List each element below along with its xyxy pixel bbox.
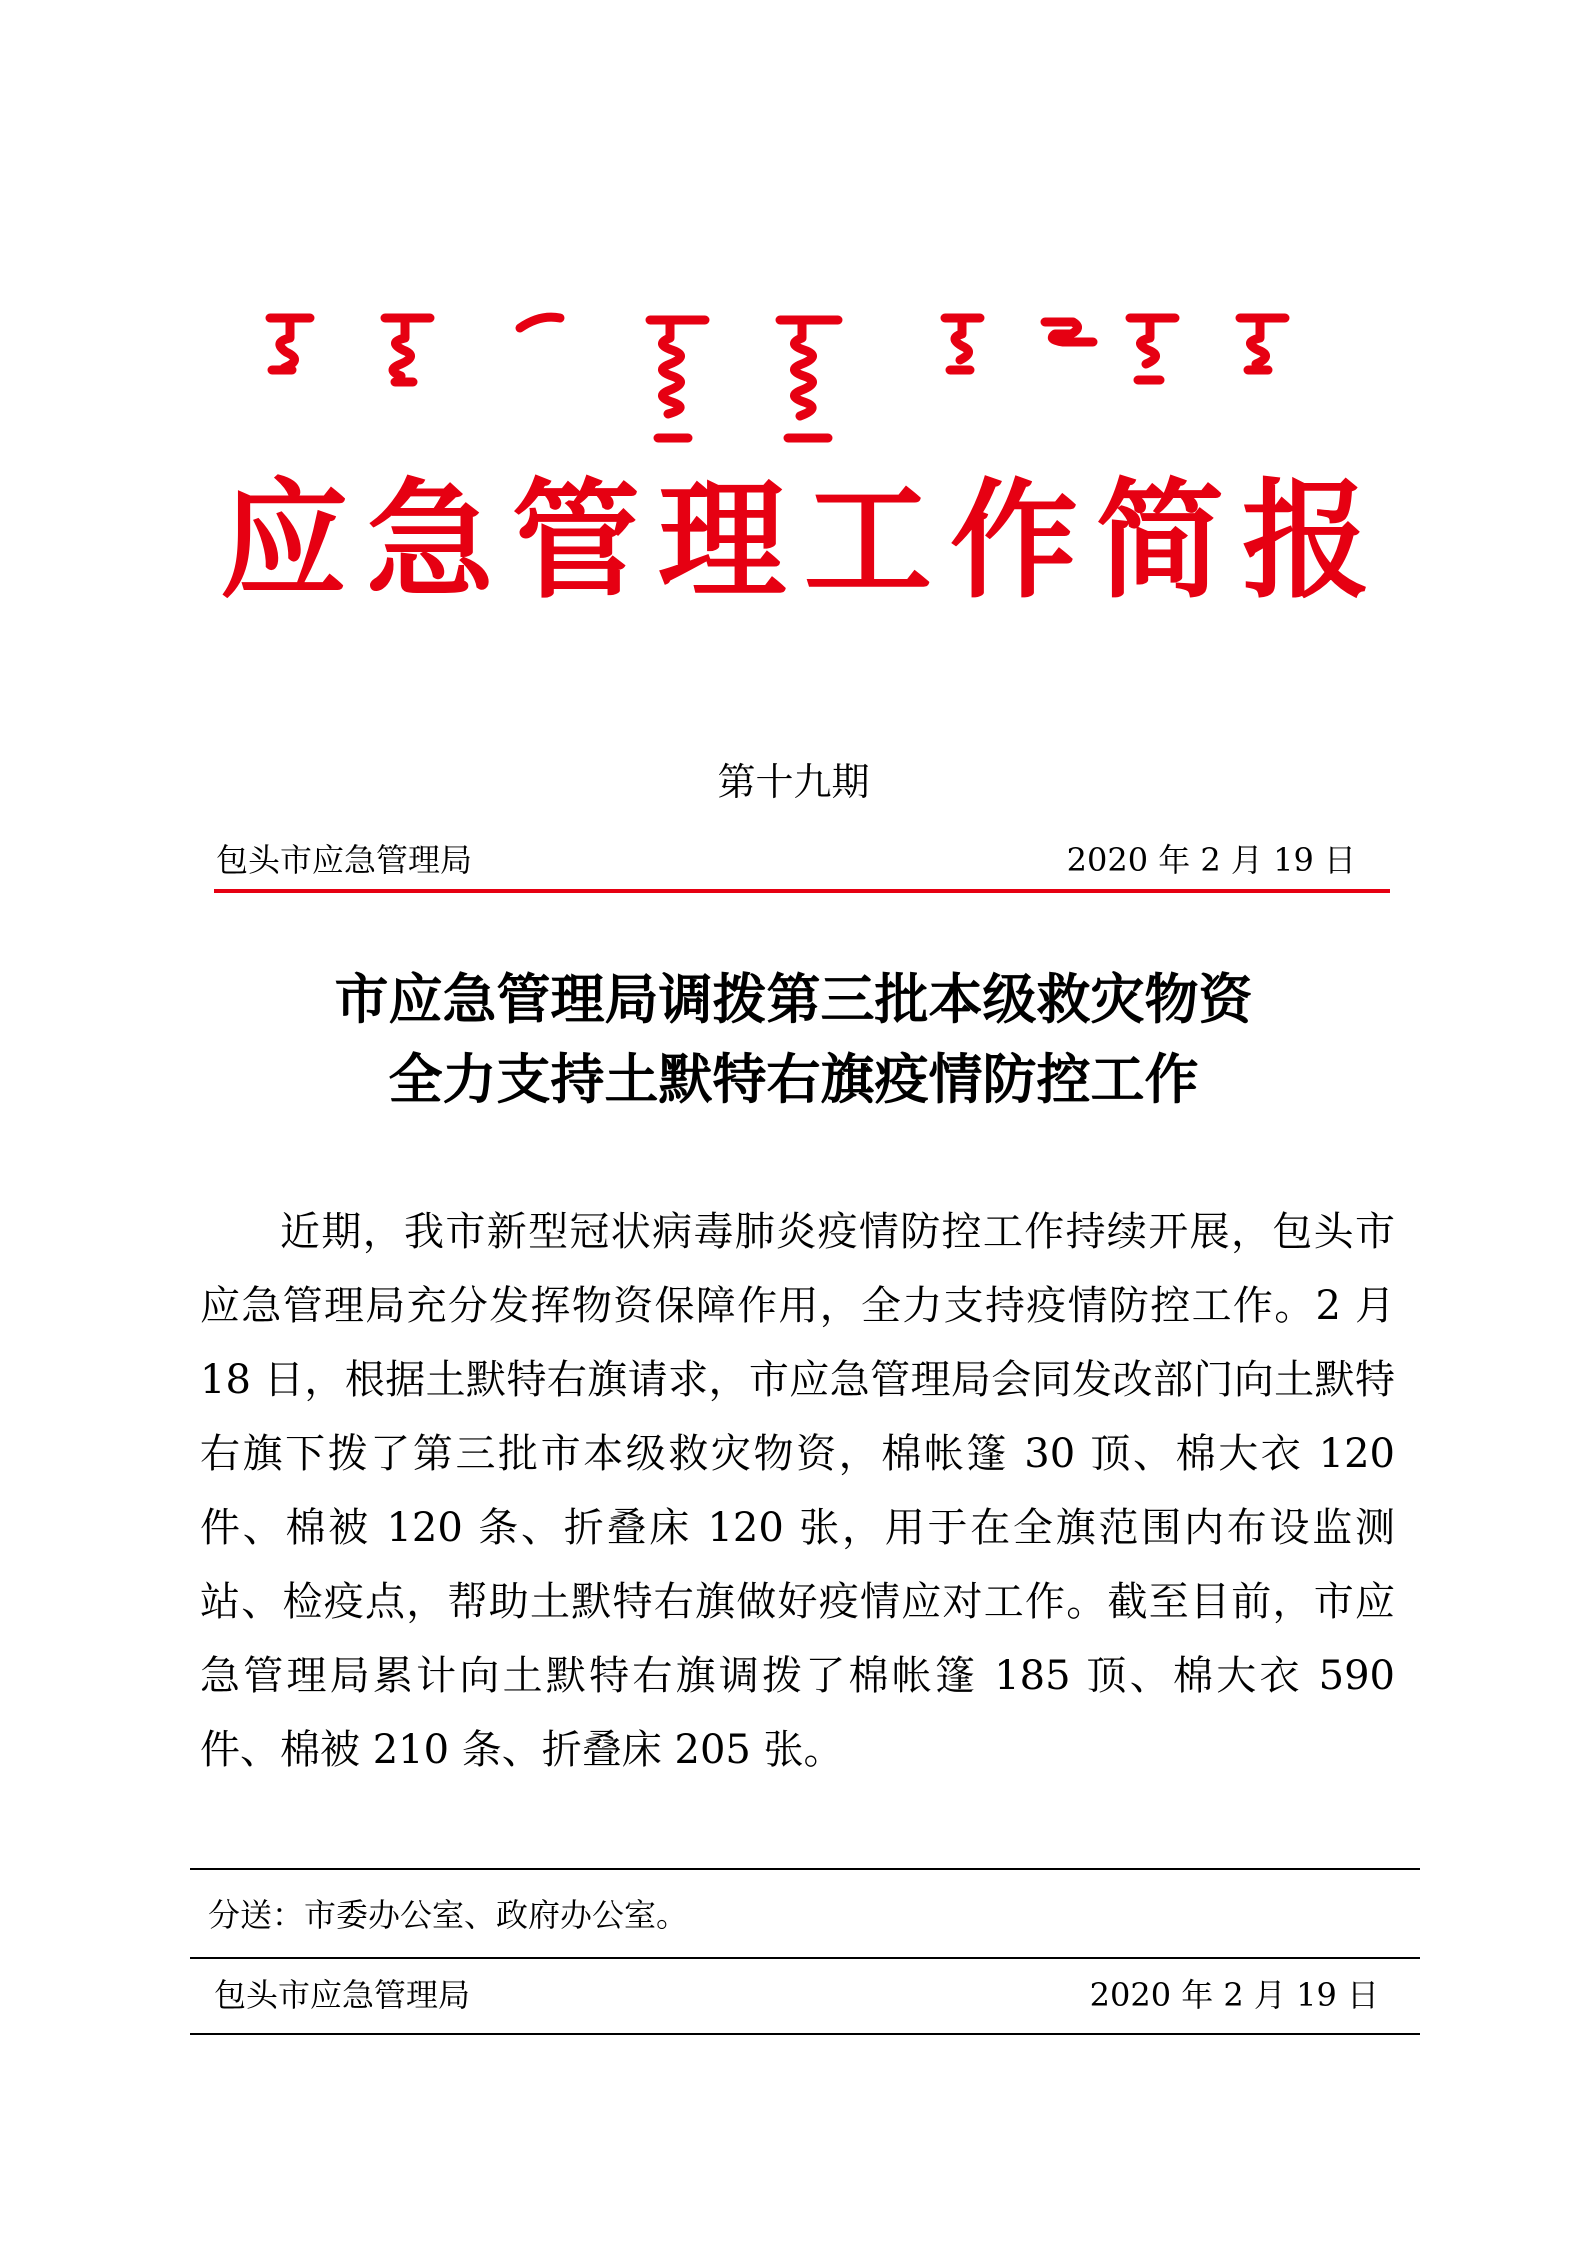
article-title — [0, 960, 1587, 1120]
footer-date: 2020 年 2 月 19 日 — [1089, 1976, 1379, 2014]
issuer-row — [216, 835, 1386, 885]
issue-number: 第十九期 — [717, 760, 870, 804]
footer-divider-middle — [190, 1957, 1420, 1959]
footer-divider-top — [190, 1868, 1420, 1870]
issuer-name: 包头市应急管理局 — [216, 841, 473, 879]
red-divider — [214, 889, 1390, 893]
distribution-list: 分送：市委办公室、政府办公室。 — [208, 1896, 689, 1934]
footer-issuer: 包头市应急管理局 — [214, 1976, 471, 2014]
article-title-line1: 市应急管理局调拨第三批本级救灾物资 — [334, 968, 1253, 1031]
article-title-line2: 全力支持土默特右旗疫情防控工作 — [388, 1048, 1199, 1111]
mongolian-script-title — [250, 300, 1350, 450]
issue-date: 2020 年 2 月 19 日 — [1066, 841, 1356, 879]
article-body: 近期，我市新型冠状病毒肺炎疫情防控工作持续开展，包头市应急管理局充分发挥物资保障作用，全力支持疫情防控工作。2 月 18 日，根据土默特右旗请求，市应急管理局会同发改部门向土默特右旗下拨了第三批市本级救灾物资，棉帐篷 30 顶、棉大衣 120 件、棉被 120 条、折叠床 120 张，用于在全旗范围内布设监测站、检疫点，帮助土默特右旗做好疫情应对工作。截至目前，市应急管理局累计向土默特右旗调拨了棉帐篷 185 顶、棉大衣 590 件、棉被 210 条、折叠床 205 张。 — [200, 1209, 1395, 1773]
footer-row — [214, 1970, 1394, 2020]
masthead-title: 应急管理工作简报 — [220, 467, 1389, 616]
footer-divider-bottom — [190, 2033, 1420, 2035]
